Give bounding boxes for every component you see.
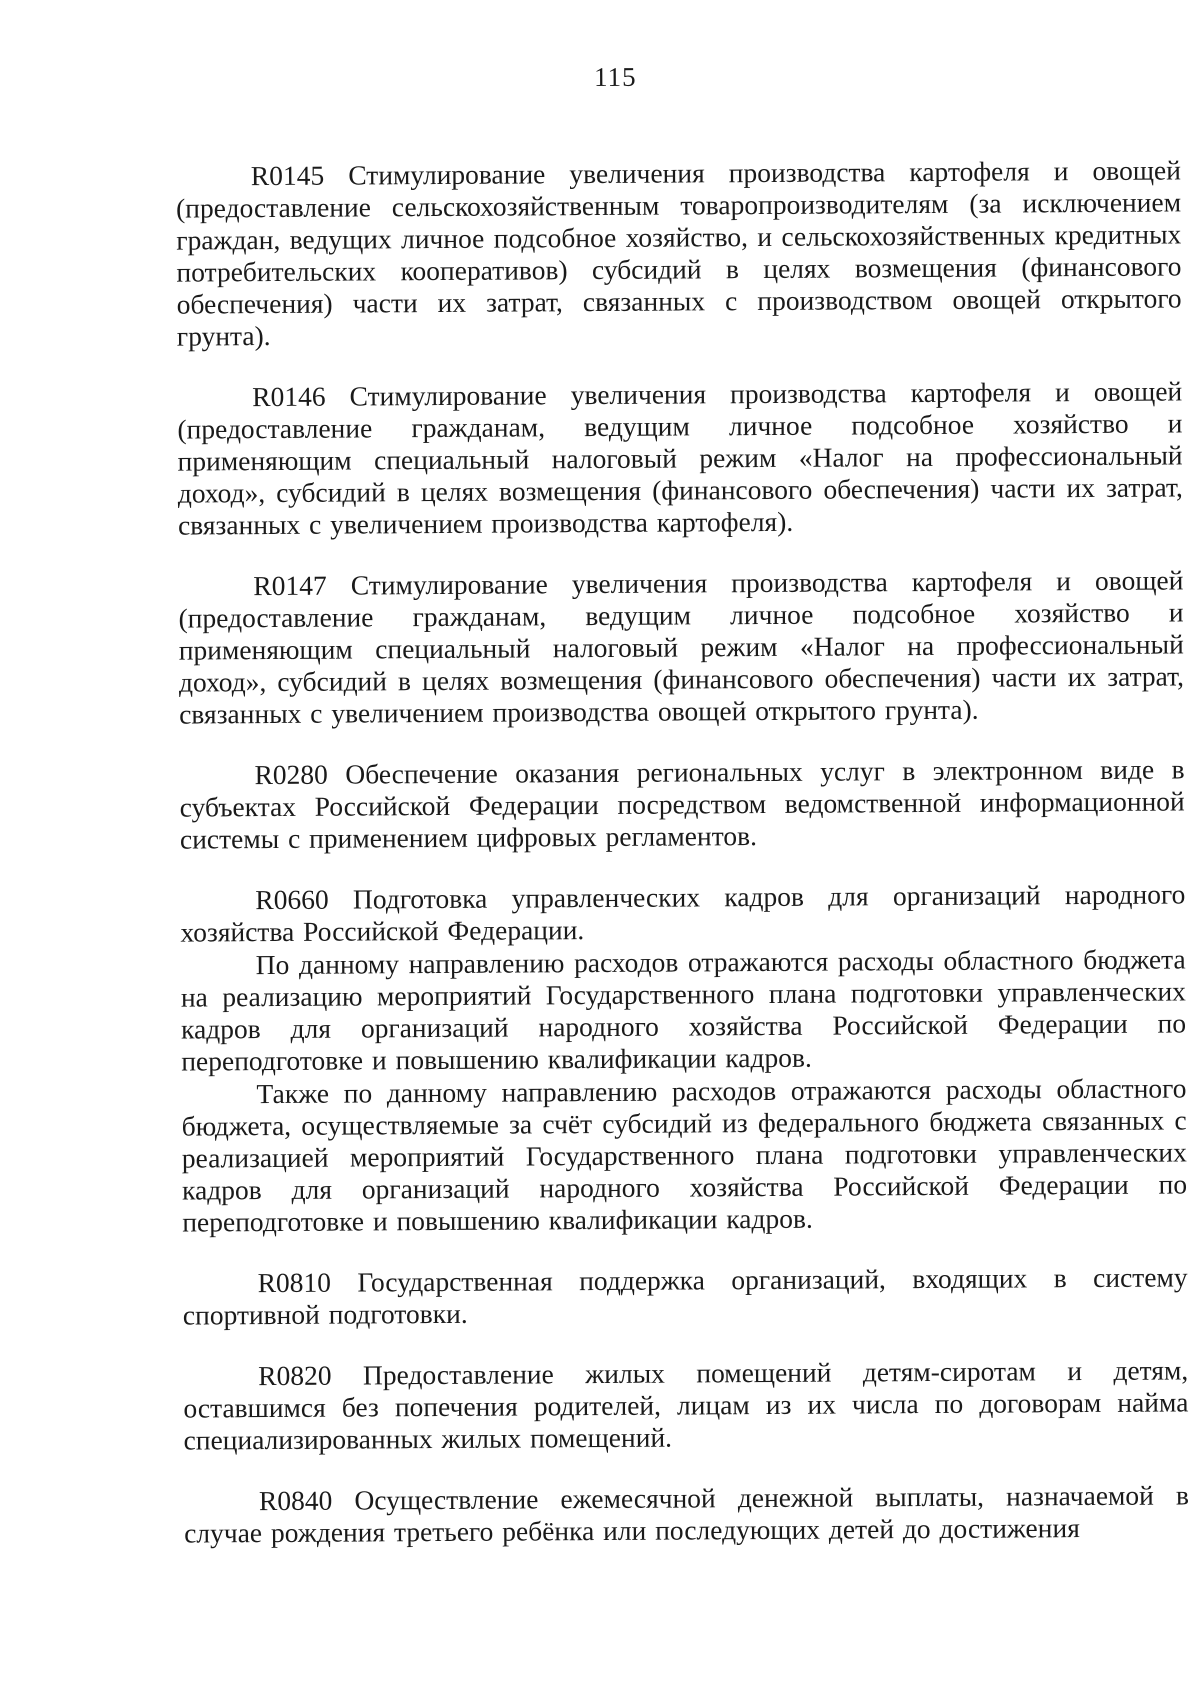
entry-r0840 xyxy=(184,1479,1189,1549)
entry-code: R0280 xyxy=(254,758,328,791)
entry-r0660 xyxy=(180,878,1187,1238)
entry-text: Стимулирование увеличения производства картофеля и овощей (предоставление сельскохозяйственным товаропроизводителям (за исключением граждан, ведущих личное подсобное хозяйство, и сельскохозяйственных кредитных потребительских кооперативов) субсидий в целях возмещения (финансового обеспечения) части их затрат, связанных с производством овощей открытого грунта). xyxy=(175,154,1182,352)
entry-note: По данному направлению расходов отражаются расходы областного бюджета на реализацию мероприятий Государственного плана подготовки управленческих кадров для организаций народного хозяйства Российской Федерации по переподготовке и повышению квалификации кадров. xyxy=(180,943,1187,1077)
entry-text: Государственная поддержка организаций, входящих в систему спортивной подготовки. xyxy=(182,1261,1188,1331)
entry-paragraph xyxy=(179,753,1185,855)
entry-paragraph xyxy=(180,878,1185,948)
entry-r0810 xyxy=(183,1261,1188,1331)
entry-r0147 xyxy=(178,564,1184,730)
entry-text: Подготовка управленческих кадров для организаций народного хозяйства Российской Федерации. xyxy=(180,878,1186,948)
entry-code: R0810 xyxy=(257,1266,332,1299)
entry-r0280 xyxy=(179,753,1185,855)
entry-code: R0840 xyxy=(258,1484,333,1517)
entry-code: R0145 xyxy=(250,159,325,192)
entry-code: R0147 xyxy=(253,569,327,602)
entry-paragraph xyxy=(176,154,1182,352)
entry-text: Обеспечение оказания региональных услуг в электронном виде в субъектах Российской Федерации посредством ведомственной информационной системы с применением цифровых регламентов. xyxy=(179,753,1185,855)
entry-r0820 xyxy=(183,1354,1189,1456)
entry-text: Предоставление жилых помещений детям-сиротам и детям, оставшимся без попечения родителей, лицам из их числа по договорам найма специализированных жилых помещений. xyxy=(183,1354,1189,1456)
entry-paragraph xyxy=(183,1354,1189,1456)
entry-paragraph xyxy=(178,564,1184,730)
entry-paragraph xyxy=(177,375,1183,541)
entry-text: Стимулирование увеличения производства картофеля и овощей (предоставление гражданам, ведущим личное подсобное хозяйство и применяющим специальный налоговый режим «Налог на профессиональный доход», субсидий в целях возмещения (финансового обеспечения) части их затрат, связанных с увеличением производства картофеля). xyxy=(177,375,1183,541)
page-number: 115 xyxy=(593,61,637,93)
entry-code: R0820 xyxy=(258,1359,332,1392)
entry-r0146 xyxy=(177,375,1183,541)
document-body xyxy=(176,154,1190,1578)
entry-paragraph xyxy=(184,1479,1189,1549)
entry-paragraph xyxy=(183,1261,1188,1331)
entry-text: Стимулирование увеличения производства картофеля и овощей (предоставление гражданам, ведущим личное подсобное хозяйство и применяющим специальный налоговый режим «Налог на профессиональный доход», субсидий в целях возмещения (финансового обеспечения) части их затрат, связанных с увеличением производства овощей открытого грунта). xyxy=(178,564,1185,730)
entry-code: R0660 xyxy=(255,883,329,916)
entry-r0145 xyxy=(176,154,1182,352)
entry-code: R0146 xyxy=(252,380,326,413)
entry-note: Также по данному направлению расходов отражаются расходы областного бюджета, осуществляемые за счёт субсидий из федерального бюджета связанных с реализацией мероприятий Государственного плана подготовки управленческих кадров для организаций народного хозяйства Российской Федерации по переподготовке и повышению квалификации кадров. xyxy=(181,1072,1188,1238)
entry-text: Осуществление ежемесячной денежной выплаты, назначаемой в случае рождения третьего ребёнка или последующих детей до достижения xyxy=(184,1479,1190,1549)
